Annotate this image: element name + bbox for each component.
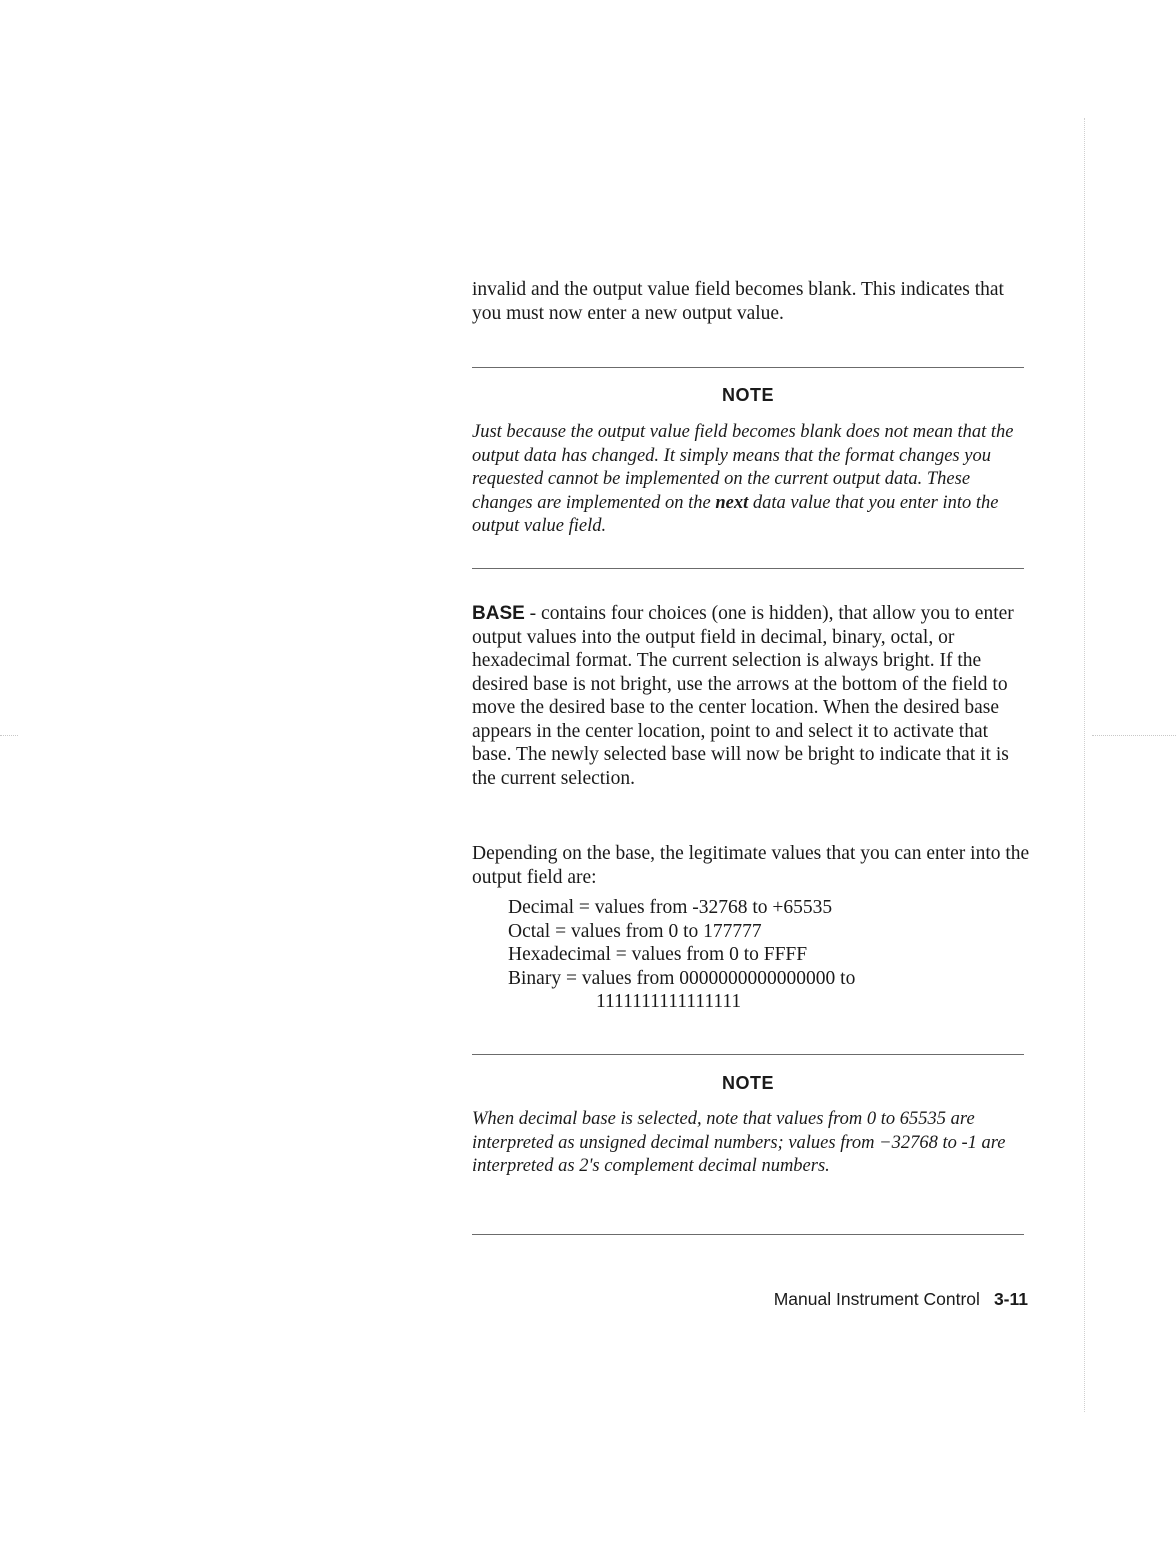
intro-paragraph: invalid and the output value field becomes blank. This indicates that you must now enter a new output value. — [472, 279, 1004, 324]
note1-text-before: Just because the output value field becomes blank does not mean that the output data has changed. It simply means that the format changes you requested cannot be implemented on the current output data. These changes are implemented on the — [472, 422, 1014, 513]
binary-range-text: Binary = values from 0000000000000000 to — [508, 967, 856, 989]
base-label: BASE — [472, 603, 525, 624]
scan-edge-mark-right — [1092, 735, 1176, 736]
note1-emphasis: next — [715, 492, 749, 513]
note2-top-rule — [472, 1054, 1024, 1055]
note1-text-after: data value that you enter into the output value field. — [472, 492, 999, 536]
hexadecimal-range: Hexadecimal = values from 0 to FFFF — [508, 944, 808, 965]
base-paragraph — [472, 602, 1032, 790]
octal-range: Octal = values from 0 to 177777 — [508, 920, 762, 942]
note1-top-rule — [472, 367, 1024, 368]
page-footer — [700, 1289, 1028, 1310]
page-number: 3-11 — [993, 1289, 1028, 1309]
note2-bottom-rule — [472, 1234, 1024, 1235]
binary-range-continuation: 1111111111111111 — [596, 991, 742, 1012]
decimal-range: Decimal = values from -32768 to +65535 — [508, 897, 833, 918]
scan-edge-mark-left — [0, 735, 18, 736]
binary-range — [508, 967, 1008, 1014]
note1-title: NOTE — [721, 385, 774, 405]
value-range-list — [508, 896, 1008, 1014]
note1-bottom-rule — [472, 568, 1024, 569]
depending-paragraph: Depending on the base, the legitimate values that you can enter into the output field are: — [472, 843, 1030, 888]
footer-section-title: Manual Instrument Control — [773, 1289, 980, 1309]
scan-margin-line — [1084, 118, 1085, 1412]
note2-title: NOTE — [721, 1073, 774, 1093]
note2-text: When decimal base is selected, note that values from 0 to 65535 are interpreted as unsigned decimal numbers; values from −32768 to -1 are interpreted as 2's complement decimal numbers. — [472, 1109, 1006, 1176]
note1-text — [472, 421, 1028, 539]
base-description: - contains four choices (one is hidden), that allow you to enter output values into the output field in decimal, binary, octal, or hexadecimal format. The current selection is always bright. If the desired base is not bright, use the arrows at the bottom of the field to move the desired base to the center location. When the desired base appears in the center location, point to and select it to activate that base. The newly selected base will now be bright to indicate that it is the current selection. — [472, 603, 1014, 789]
